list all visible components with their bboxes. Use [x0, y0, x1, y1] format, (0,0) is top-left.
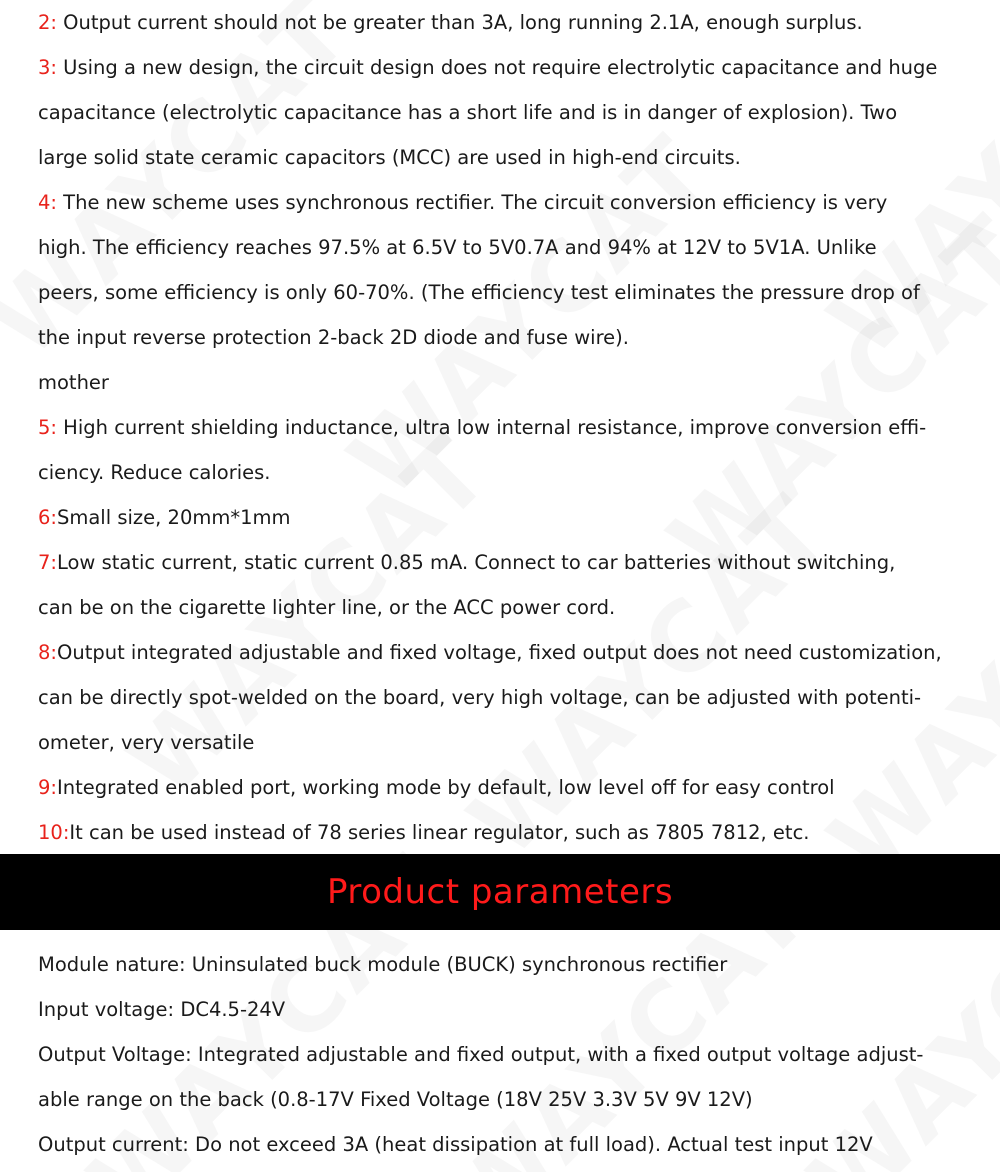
section-banner	[0, 854, 1000, 930]
feature-number: 5:	[38, 416, 57, 439]
feature-text: The new scheme uses synchronous rectifier. The circuit conversion efficiency is very	[56, 191, 888, 214]
feature-line	[38, 270, 978, 315]
feature-line	[38, 675, 978, 720]
feature-text: ciency. Reduce calories.	[38, 461, 271, 484]
feature-text: Low static current, static current 0.85 mA. Connect to car batteries without switching,	[56, 551, 896, 574]
feature-line	[38, 180, 978, 225]
parameter-line: Output Voltage: Integrated adjustable and fixed output, with a fixed output voltage adjust-	[38, 1043, 924, 1066]
feature-line	[38, 90, 978, 135]
parameter-list	[38, 942, 978, 1167]
parameter-line: Output current: Do not exceed 3A (heat dissipation at full load). Actual test input 12V	[38, 1133, 873, 1156]
feature-number: 2:	[38, 11, 57, 34]
feature-number: 9:	[38, 776, 57, 799]
feature-text: Output current should not be greater than 3A, long running 2.1A, enough surplus.	[56, 11, 863, 34]
feature-line	[38, 630, 978, 675]
feature-line	[38, 315, 978, 360]
feature-line	[38, 405, 978, 450]
feature-number: 3:	[38, 56, 57, 79]
feature-text: large solid state ceramic capacitors (MCC) are used in high-end circuits.	[38, 146, 741, 169]
feature-text: It can be used instead of 78 series linear regulator, such as 7805 7812, etc.	[69, 821, 810, 844]
feature-number: 7:	[38, 551, 57, 574]
feature-number: 6:	[38, 506, 57, 529]
section-title: Product parameters	[326, 872, 674, 912]
feature-text: Small size, 20mm*1mm	[56, 506, 291, 529]
feature-text: peers, some efficiency is only 60-70%. (The efficiency test eliminates the pressure drop of	[38, 281, 920, 304]
feature-text: ometer, very versatile	[38, 731, 255, 754]
feature-text: High current shielding inductance, ultra low internal resistance, improve conversion effi-	[56, 416, 927, 439]
feature-number: 10:	[38, 821, 70, 844]
feature-line	[38, 450, 978, 495]
feature-line	[38, 585, 978, 630]
feature-line	[38, 810, 978, 855]
feature-line	[38, 225, 978, 270]
feature-text: high. The efficiency reaches 97.5% at 6.5V to 5V0.7A and 94% at 12V to 5V1A. Unlike	[38, 236, 877, 259]
feature-line	[38, 135, 978, 180]
feature-line	[38, 720, 978, 765]
feature-text: Output integrated adjustable and fixed voltage, fixed output does not need customization,	[56, 641, 942, 664]
feature-text: can be directly spot-welded on the board, very high voltage, can be adjusted with potenti-	[38, 686, 922, 709]
feature-line	[38, 360, 978, 405]
feature-number: 8:	[38, 641, 57, 664]
feature-text: capacitance (electrolytic capacitance has a short life and is in danger of explosion). Two	[38, 101, 898, 124]
feature-number: 4:	[38, 191, 57, 214]
feature-text: the input reverse protection 2-back 2D diode and fuse wire).	[38, 326, 629, 349]
feature-line	[38, 540, 978, 585]
feature-list	[38, 0, 978, 855]
feature-text: can be on the cigarette lighter line, or the ACC power cord.	[38, 596, 616, 619]
feature-line	[38, 45, 978, 90]
parameter-line: Module nature: Uninsulated buck module (BUCK) synchronous rectifier	[38, 953, 728, 976]
feature-text: mother	[38, 371, 109, 394]
feature-line	[38, 765, 978, 810]
feature-line	[38, 0, 978, 45]
parameter-line: Input voltage: DC4.5-24V	[38, 998, 286, 1021]
feature-text: Using a new design, the circuit design does not require electrolytic capacitance and huge	[56, 56, 938, 79]
feature-line	[38, 495, 978, 540]
parameter-line: able range on the back (0.8-17V Fixed Voltage (18V 25V 3.3V 5V 9V 12V)	[38, 1088, 753, 1111]
feature-text: Integrated enabled port, working mode by default, low level off for easy control	[56, 776, 835, 799]
